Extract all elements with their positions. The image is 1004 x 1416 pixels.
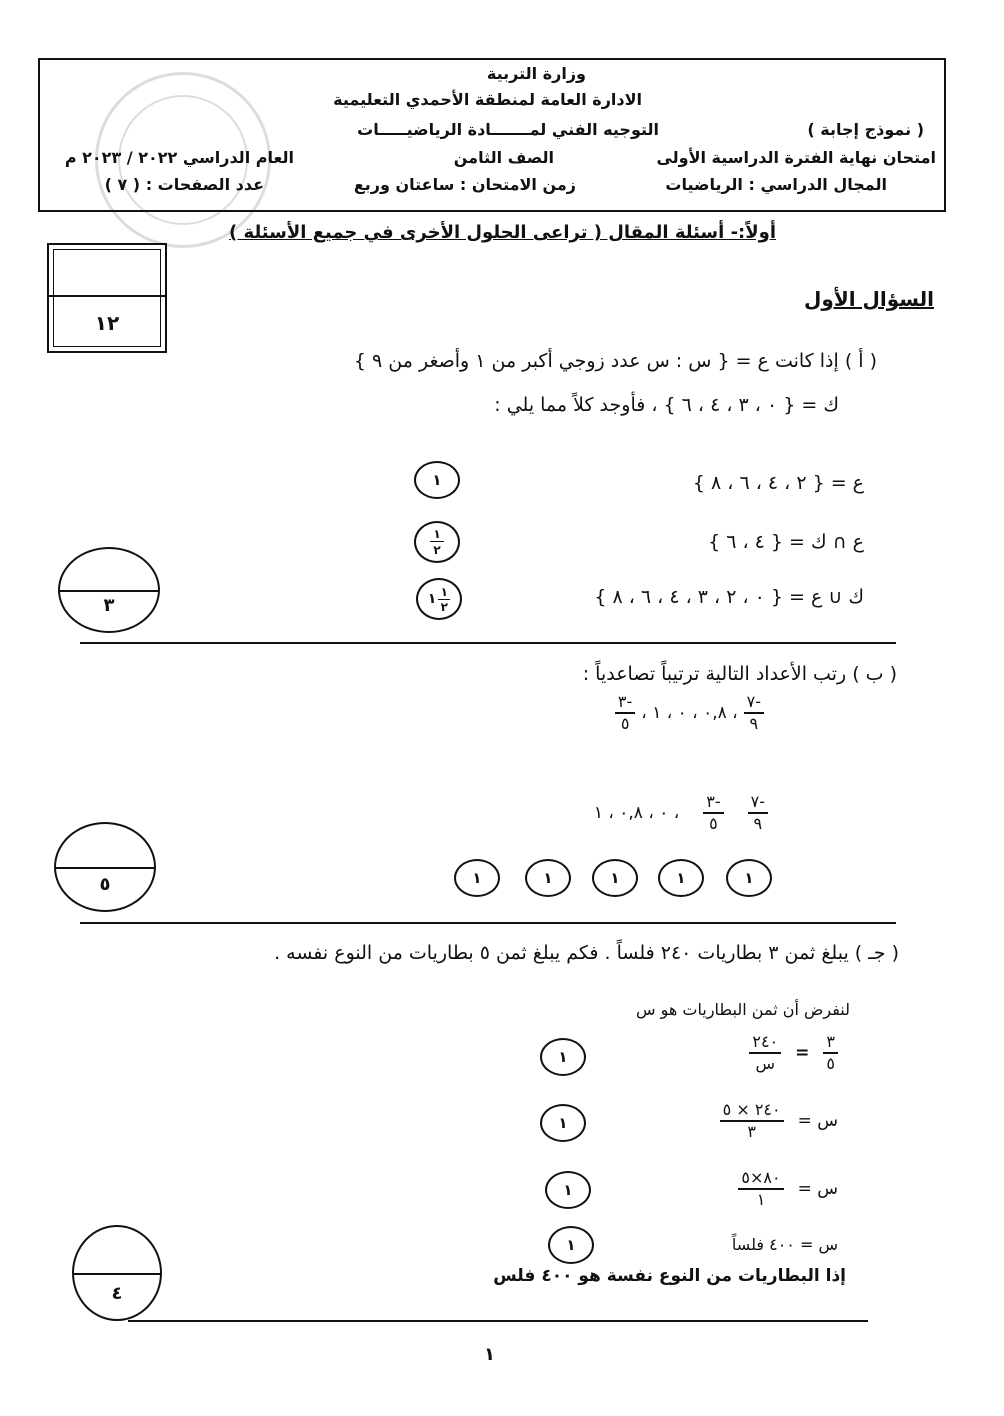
- mark-circle: ١: [658, 859, 704, 897]
- ministry-label: وزارة التربية: [486, 64, 586, 83]
- page-number: ١: [484, 1344, 495, 1365]
- score-circle-b: ٥: [54, 822, 156, 912]
- divider: [128, 1320, 868, 1322]
- part-c-step1: $\frac{٣}{٥}$ = $\frac{٢٤٠}{\text{س}}$: [749, 1032, 838, 1074]
- divider: [80, 642, 896, 644]
- mark-circle: ١: [548, 1226, 594, 1264]
- part-b-given-numbers: $\frac{-٧}{٩}$ ، ٠,٨ ، ٠ ، ١ ، $\frac{-٣}{٥}$: [615, 692, 764, 734]
- duration-label: زمن الامتحان : ساعتان وربع: [353, 175, 576, 194]
- school-year: العام الدراسي ٢٠٢٢ / ٢٠٢٣ م: [64, 148, 294, 167]
- part-c-line1: ( جـ ) يبلغ ثمن ٣ بطاريات ٢٤٠ فلساً . فكم يبلغ ثمن ٥ بطاريات من النوع نفسه .: [274, 942, 899, 964]
- answer-union: ك ∪ ع = { ٠ ، ٢ ، ٣ ، ٤ ، ٦ ، ٨ }: [594, 586, 864, 608]
- mark-circle: ١: [592, 859, 638, 897]
- score-circle-a: ٣: [58, 547, 160, 633]
- mark-circle: ١: [525, 859, 571, 897]
- pages-count: عدد الصفحات : ( ٧ ): [104, 175, 264, 194]
- part-c-conclusion: إذا البطاريات من النوع نفسة هو ٤٠٠ فلس: [493, 1266, 846, 1286]
- score-circle-c: ٤: [72, 1225, 162, 1321]
- section-title: أولاً:- أسئلة المقال ( تراعى الحلول الأخرى في جميع الأسئلة ): [229, 222, 776, 243]
- mark-circle: ١: [414, 461, 460, 499]
- answer-intersection: ع ∩ ك = { ٤ ، ٦ }: [708, 531, 864, 553]
- divider: [80, 922, 896, 924]
- subject-label: المجال الدراسي : الرياضيات: [665, 175, 887, 194]
- mark-circle-half: ١ ٢: [414, 521, 460, 563]
- answer-set-e: ع = { ٢ ، ٤ ، ٦ ، ٨ }: [692, 472, 864, 494]
- part-c-step4: س = ٤٠٠ فلساً: [731, 1235, 838, 1254]
- grade-label: الصف الثامن: [453, 148, 554, 167]
- part-a-line2: ك = { ٠ ، ٣ ، ٤ ، ٦ } ، فأوجد كلاً مما يلي :: [494, 394, 839, 416]
- mark-circle: ١: [454, 859, 500, 897]
- part-c-step2: س = $\frac{٢٤٠ \times ٥}{٣}$: [720, 1100, 838, 1142]
- total-score-box: [47, 243, 167, 353]
- part-b-line1: ( ب ) رتب الأعداد التالية ترتيباً تصاعدياً :: [582, 663, 897, 685]
- administration-label: الادارة العامة لمنطقة الأحمدي التعليمية: [333, 90, 642, 109]
- part-b-answer: $\frac{-٧}{٩}$ $\frac{-٣}{٥}$ ، ٠ ، ٠,٨ ، ١: [594, 792, 768, 834]
- mark-circle-one-half: ١ ٢ ١: [416, 578, 462, 620]
- mark-circle: ١: [545, 1171, 591, 1209]
- mark-circle: ١: [726, 859, 772, 897]
- part-a-line1: ( أ ) إذا كانت ع = { س : س عدد زوجي أكبر من ١ وأصغر من ٩ }: [353, 350, 877, 372]
- total-score: ١٢: [94, 311, 120, 335]
- part-c-step3: س = $\frac{٨٠\times ٥}{١}$: [738, 1168, 838, 1210]
- guidance-label: التوجيه الفني لمـــــــادة الرياضيـــــات: [357, 120, 659, 139]
- mark-circle: ١: [540, 1104, 586, 1142]
- answer-model-label: ( نموذج إجابة ): [807, 120, 924, 139]
- exam-name: امتحان نهاية الفترة الدراسية الأولى: [656, 148, 936, 167]
- question1-title: السؤال الأول: [804, 287, 934, 311]
- mark-circle: ١: [540, 1038, 586, 1076]
- part-c-assume: لنفرض أن ثمن البطاريات هو س: [636, 1000, 850, 1019]
